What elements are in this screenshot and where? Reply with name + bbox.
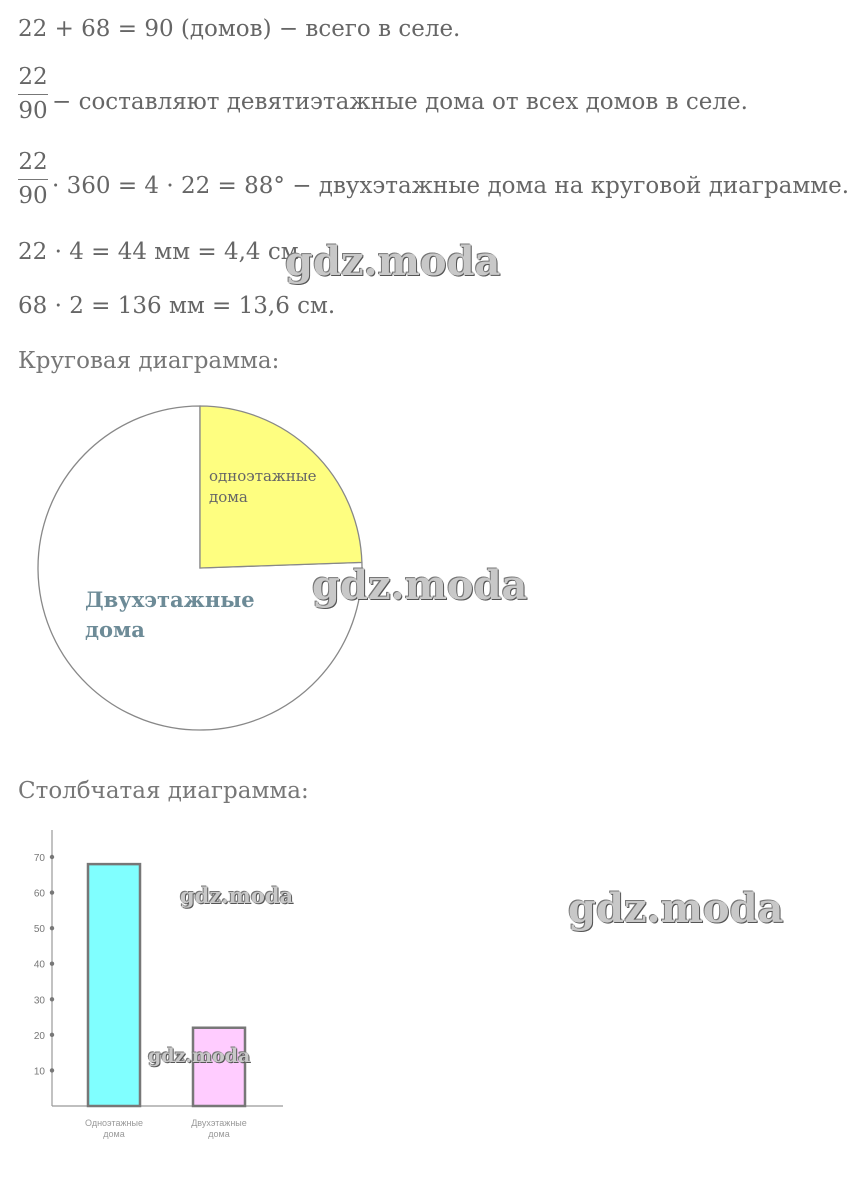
fraction-1 bbox=[18, 63, 48, 125]
pie-label-large-line2: дома bbox=[85, 617, 145, 642]
bar-1 bbox=[88, 864, 140, 1106]
y-tick-label: 50 bbox=[33, 924, 45, 936]
equation-line-4: 22 · 4 = 44 мм = 4,4 см. bbox=[18, 239, 306, 265]
bar-chart bbox=[25, 825, 325, 1150]
pie-heading: Круговая диаграмма: bbox=[18, 348, 280, 374]
fraction-2-denominator: 90 bbox=[18, 183, 48, 209]
pie-label-small-line1: одноэтажные bbox=[209, 467, 317, 485]
pie-label-large-line1: Двухэтажные bbox=[85, 587, 255, 612]
y-tick-mark bbox=[50, 997, 54, 1001]
x-category-label: Двухэтажные bbox=[191, 1118, 247, 1128]
pie-slice-small bbox=[200, 406, 362, 568]
y-tick-mark bbox=[50, 1033, 54, 1037]
watermark-3: gdz.moda bbox=[180, 883, 294, 908]
y-tick-label: 30 bbox=[33, 995, 45, 1007]
y-tick-label: 60 bbox=[33, 888, 45, 900]
fraction-2-bar bbox=[18, 179, 48, 180]
fraction-2-numerator: 22 bbox=[18, 149, 48, 175]
equation-line-2: − составляют девятиэтажные дома от всех домов в селе. bbox=[52, 89, 748, 115]
y-tick-mark bbox=[50, 890, 54, 894]
equation-line-1: 22 + 68 = 90 (домов) − всего в селе. bbox=[18, 16, 461, 42]
y-tick-mark bbox=[50, 962, 54, 966]
x-category-label: Одноэтажные bbox=[85, 1118, 143, 1128]
fraction-2 bbox=[18, 148, 48, 210]
y-tick-label: 70 bbox=[33, 853, 45, 864]
x-category-label: дома bbox=[103, 1129, 125, 1139]
watermark-1: gdz.moda bbox=[285, 238, 501, 285]
y-tick-label: 20 bbox=[33, 1030, 45, 1042]
y-tick-mark bbox=[50, 1068, 54, 1072]
watermark-4: gdz.moda bbox=[568, 885, 784, 932]
pie-label-small-line2: дома bbox=[209, 488, 248, 506]
bar-heading: Столбчатая диаграмма: bbox=[18, 778, 309, 804]
fraction-1-numerator: 22 bbox=[18, 64, 48, 90]
y-tick-label: 10 bbox=[33, 1066, 45, 1078]
equation-line-5: 68 · 2 = 136 мм = 13,6 см. bbox=[18, 293, 336, 319]
fraction-1-denominator: 90 bbox=[18, 98, 48, 124]
y-tick-mark bbox=[50, 855, 54, 859]
equation-line-3: · 360 = 4 · 22 = 88° − двухэтажные дома на круговой диаграмме. bbox=[52, 173, 850, 199]
x-category-label: дома bbox=[208, 1129, 230, 1139]
fraction-1-bar bbox=[18, 94, 48, 95]
watermark-5: gdz.moda bbox=[148, 1045, 251, 1067]
watermark-2: gdz.moda bbox=[312, 562, 528, 609]
y-tick-label: 40 bbox=[33, 959, 45, 971]
y-tick-mark bbox=[50, 926, 54, 930]
